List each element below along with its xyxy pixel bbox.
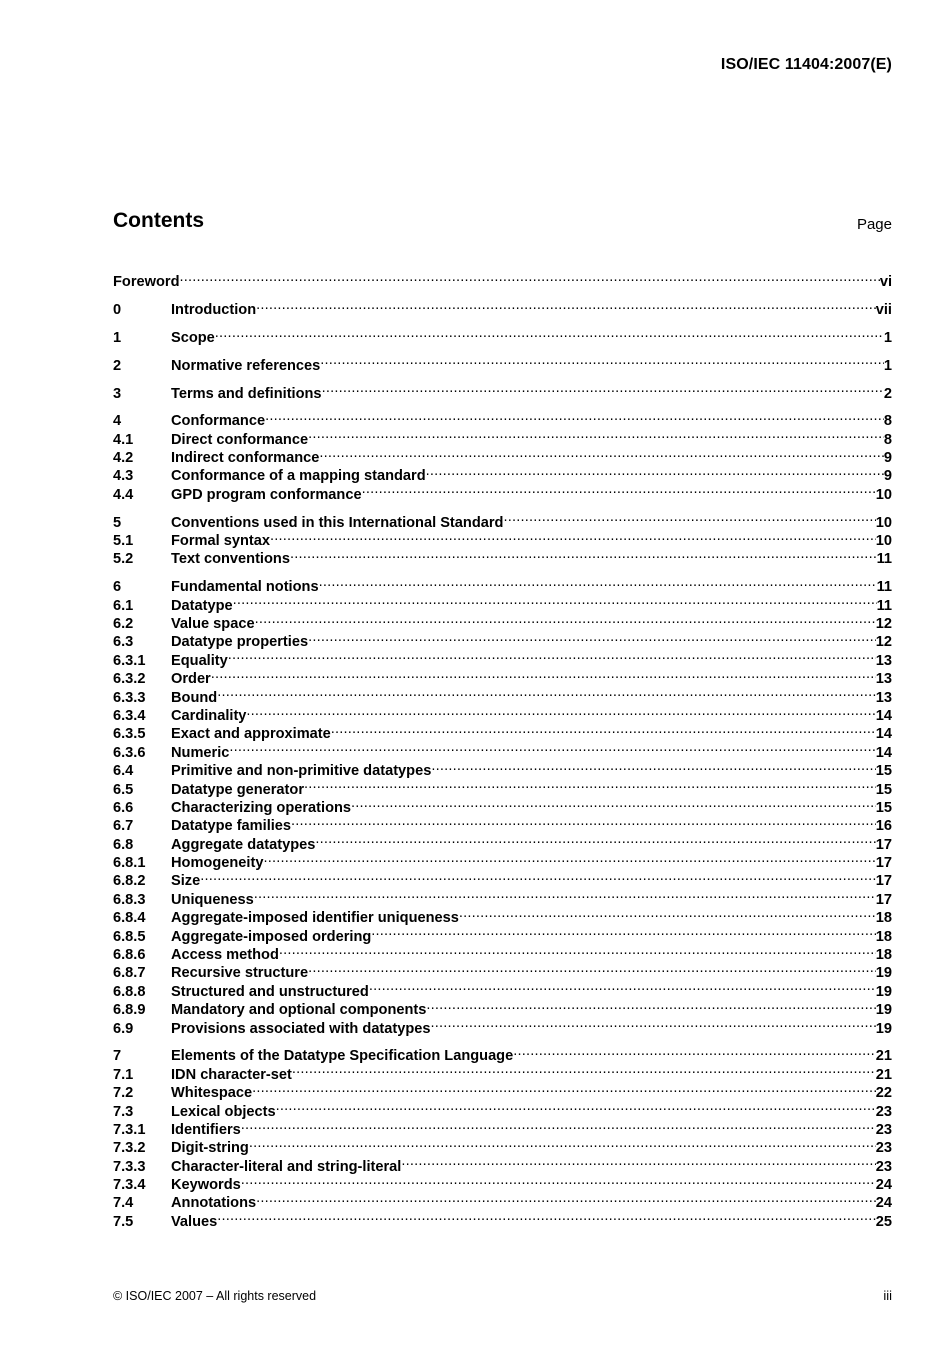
toc-entry-title[interactable]: Recursive structure [171,965,309,982]
toc-entry-page[interactable]: 17 [875,873,892,890]
toc-dot-leader [322,379,884,397]
toc-entry[interactable] [113,296,892,319]
toc-entry-page[interactable]: 23 [875,1121,892,1138]
toc-entry-page[interactable]: 15 [875,763,892,780]
toc-entry-title[interactable]: Aggregate-imposed identifier uniqueness [171,910,459,927]
toc-entry-page[interactable]: 21 [875,1048,892,1065]
toc-entry-number: 6.8.4 [113,910,146,927]
toc-entry-page[interactable]: 19 [875,965,892,982]
toc-dot-leader [426,996,875,1014]
toc-entry-number: 6.8.8 [113,983,146,1000]
toc-dot-leader [503,508,875,526]
toc-entry-title[interactable]: Aggregate datatypes [171,836,316,853]
toc-entry-page[interactable]: 2 [883,385,892,402]
toc-entry-number: 7.2 [113,1085,134,1102]
toc-entry-number: 0 [113,302,122,319]
toc-entry-number: 6.8.5 [113,928,146,945]
toc-entry-number: 7 [113,1048,122,1065]
toc-dot-leader [513,1042,876,1060]
toc-entry-page[interactable]: 23 [875,1103,892,1120]
toc-entry-number: 6.7 [113,818,134,835]
toc-entry[interactable] [113,407,892,430]
toc-entry-page[interactable]: 11 [876,579,892,596]
toc-entry-title[interactable]: Equality [171,652,228,669]
toc-entry-page[interactable]: 23 [875,1158,892,1175]
toc-entry-title[interactable]: Normative references [171,357,321,374]
toc-entry-page[interactable]: 9 [883,450,892,467]
page-number: iii [883,1288,892,1303]
toc-dot-leader [256,1189,876,1207]
toc-dot-leader [241,1116,876,1134]
toc-entry-page[interactable]: 8 [883,413,892,430]
toc-dot-leader [319,444,883,462]
toc-entry[interactable] [113,665,892,688]
toc-entry-title[interactable]: Conventions used in this International Standard [171,514,504,531]
toc-entry-title[interactable]: Aggregate-imposed ordering [171,928,372,945]
toc-dot-leader [246,702,875,720]
toc-entry-page[interactable]: vii [875,302,892,319]
toc-entry-number: 4 [113,413,122,430]
toc-entry-title[interactable]: Direct conformance [171,431,309,448]
table-of-contents [113,268,892,1230]
toc-entry-page[interactable]: 19 [875,1020,892,1037]
toc-entry-page[interactable]: 14 [875,726,892,743]
toc-entry-title[interactable]: Keywords [171,1177,241,1194]
toc-entry-title[interactable]: Whitespace [171,1085,253,1102]
toc-entry-page[interactable]: 10 [875,514,892,531]
toc-dot-leader [252,1079,876,1097]
toc-entry-title[interactable]: Datatype generator [171,781,305,798]
toc-entry-page[interactable]: 1 [883,329,892,346]
toc-dot-leader [362,480,876,498]
toc-entry[interactable] [113,1042,892,1065]
toc-entry-title[interactable]: Cardinality [171,707,247,724]
toc-entry-number: 7.3.1 [113,1121,146,1138]
toc-entry-page[interactable]: 15 [875,781,892,798]
toc-entry-title[interactable]: Value space [171,615,255,632]
toc-entry-page[interactable]: 17 [875,855,892,872]
toc-entry-title[interactable]: Formal syntax [171,533,270,550]
toc-dot-leader [331,720,876,738]
toc-entry-title[interactable]: Values [171,1213,218,1230]
toc-entry-page[interactable]: vi [879,274,892,291]
toc-entry[interactable] [113,351,892,374]
toc-entry-number: 7.3 [113,1103,134,1120]
toc-entry-page[interactable]: 14 [875,707,892,724]
toc-entry-number: 7.3.4 [113,1177,146,1194]
toc-entry-number: 7.4 [113,1195,134,1212]
toc-entry-title[interactable]: Mandatory and optional components [171,1002,427,1019]
toc-entry-title[interactable]: Exact and approximate [171,726,331,743]
toc-dot-leader [431,757,875,775]
toc-entry-page[interactable]: 1 [883,357,892,374]
toc-entry-page[interactable]: 17 [875,836,892,853]
toc-entry-title[interactable]: Datatype families [171,818,292,835]
toc-entry-number: 6.4 [113,763,134,780]
toc-entry[interactable] [113,738,892,761]
toc-entry-title[interactable]: Size [171,873,201,890]
copyright-notice: © ISO/IEC 2007 – All rights reserved [113,1289,317,1303]
toc-entry-title[interactable]: Characterizing operations [171,799,352,816]
toc-entry-title[interactable]: Order [171,671,211,688]
toc-entry[interactable] [113,683,892,706]
toc-entry-title[interactable]: Datatype properties [171,634,309,651]
toc-entry-number: 7.5 [113,1213,134,1230]
toc-entry-title[interactable]: Scope [171,329,215,346]
toc-entry-title[interactable]: Datatype [171,597,233,614]
toc-entry-title[interactable]: Primitive and non-primitive datatypes [171,763,432,780]
toc-entry-number: 6.8.6 [113,947,146,964]
toc-entry-number: 6.8.9 [113,1002,146,1019]
toc-entry[interactable] [113,268,892,291]
toc-entry-title[interactable]: Conformance [171,413,266,430]
toc-entry[interactable] [113,885,892,908]
toc-entry-page[interactable]: 18 [875,910,892,927]
toc-entry-title[interactable]: Bound [171,689,218,706]
toc-entry-page[interactable]: 15 [875,799,892,816]
toc-dot-leader [270,527,876,545]
toc-dot-leader [292,1060,876,1078]
toc-entry-number: 4.3 [113,468,134,485]
toc-entry[interactable] [113,324,892,346]
toc-dot-leader [401,1152,875,1170]
toc-entry-page[interactable]: 12 [875,615,892,632]
toc-entry-page[interactable]: 24 [875,1195,892,1212]
toc-dot-leader [249,1134,876,1152]
toc-dot-leader [308,959,876,977]
toc-entry-title[interactable]: Text conventions [171,551,290,568]
contents-title: Contents [113,209,204,232]
toc-entry-title[interactable]: Provisions associated with datatypes [171,1020,431,1037]
toc-entry-page[interactable]: 11 [876,597,892,614]
toc-entry-title[interactable]: Terms and definitions [171,385,322,402]
toc-dot-leader [431,1014,876,1032]
toc-entry-page[interactable]: 18 [875,928,892,945]
toc-dot-leader [254,885,876,903]
toc-entry-title[interactable]: GPD program conformance [171,486,362,503]
toc-entry-number: 5.1 [113,533,134,550]
toc-entry-page[interactable]: 17 [875,891,892,908]
toc-dot-leader [319,573,877,591]
toc-entry[interactable] [113,646,892,669]
toc-dot-leader [276,1097,876,1115]
toc-entry-page[interactable]: 13 [875,671,892,688]
toc-entry-title[interactable]: Lexical objects [171,1103,276,1120]
toc-entry-page[interactable]: 12 [875,634,892,651]
toc-entry-title[interactable]: Annotations [171,1195,257,1212]
toc-entry[interactable] [113,1207,892,1230]
toc-dot-leader [233,591,877,609]
toc-entry-number: 6.8.1 [113,855,146,872]
toc-dot-leader [459,904,876,922]
toc-entry-number: 6.3.1 [113,652,146,669]
toc-entry-page[interactable]: 24 [875,1177,892,1194]
toc-entry[interactable] [113,702,892,724]
toc-entry-page[interactable]: 21 [875,1066,892,1083]
toc-entry-number: 6.3.6 [113,744,146,761]
toc-entry-page[interactable]: 13 [875,652,892,669]
toc-entry[interactable] [113,757,892,780]
toc-entry-page[interactable]: 16 [875,818,892,835]
toc-dot-leader [241,1171,876,1189]
toc-dot-leader [211,665,876,683]
toc-entry-number: 6.8.7 [113,965,146,982]
toc-dot-leader [371,922,875,940]
toc-entry[interactable] [113,379,892,402]
toc-entry-title[interactable]: Digit-string [171,1140,249,1157]
toc-entry-number: 7.1 [113,1066,134,1083]
toc-dot-leader [315,830,875,848]
toc-entry-number: 7.3.2 [113,1140,146,1157]
toc-entry-number: 6.8.3 [113,891,146,908]
toc-entry-page[interactable]: 10 [875,533,892,550]
toc-dot-leader [426,462,884,480]
toc-dot-leader [256,296,876,314]
toc-entry-page[interactable]: 14 [875,744,892,761]
toc-entry-page[interactable]: 19 [875,1002,892,1019]
toc-entry-number: 4.1 [113,431,134,448]
toc-entry-number: 4.2 [113,450,134,467]
toc-dot-leader [265,407,884,425]
toc-entry-title[interactable]: Fundamental notions [171,579,319,596]
toc-entry-number: 6 [113,579,122,596]
toc-entry-number: 6.3.3 [113,689,146,706]
toc-entry-title[interactable]: Homogeneity [171,855,264,872]
toc-entry-number: 6.5 [113,781,134,798]
toc-entry-number: 6.6 [113,799,134,816]
toc-dot-leader [217,1207,876,1225]
toc-dot-leader [279,941,876,959]
toc-entry-title[interactable]: Introduction [171,302,257,319]
toc-entry-number: 6.2 [113,615,134,632]
toc-dot-leader [200,867,876,885]
toc-entry-title[interactable]: IDN character-set [171,1066,292,1083]
page-column-label: Page [856,216,892,233]
toc-entry-number: 6.3.2 [113,671,146,688]
toc-entry-page[interactable]: 23 [875,1140,892,1157]
toc-entry-number: 3 [113,385,122,402]
toc-entry-title[interactable]: Access method [171,947,279,964]
toc-dot-leader [217,683,876,701]
toc-dot-leader [308,628,876,646]
toc-entry-number: 4.4 [113,486,134,503]
toc-dot-leader [179,268,879,286]
toc-entry-title[interactable]: Foreword [113,274,180,291]
toc-dot-leader [229,738,875,756]
toc-entry-page[interactable]: 9 [883,468,892,485]
toc-dot-leader [369,977,876,995]
toc-entry-page[interactable]: 25 [875,1213,892,1230]
toc-entry-title[interactable]: Indirect conformance [171,450,320,467]
toc-entry-title[interactable]: Structured and unstructured [171,983,369,1000]
toc-entry-page[interactable]: 10 [875,486,892,503]
toc-entry-title[interactable]: Elements of the Datatype Specification Language [171,1048,514,1065]
toc-entry-page[interactable]: 22 [875,1085,892,1102]
toc-entry-title[interactable]: Character-literal and string-literal [171,1158,402,1175]
toc-entry[interactable] [113,573,892,596]
toc-entry-title[interactable]: Numeric [171,744,230,761]
toc-entry-number: 6.3.4 [113,707,146,724]
toc-dot-leader [290,545,877,563]
toc-dot-leader [351,794,876,812]
toc-dot-leader [255,610,876,628]
toc-entry-page[interactable]: 8 [883,431,892,448]
toc-entry-number: 6.1 [113,597,134,614]
document-id: ISO/IEC 11404:2007(E) [720,56,892,73]
toc-dot-leader [215,324,884,342]
toc-entry[interactable] [113,508,892,531]
toc-dot-leader [263,849,875,867]
toc-entry-number: 6.3.5 [113,726,146,743]
toc-entry-number: 6.9 [113,1020,134,1037]
toc-entry-number: 5.2 [113,551,134,568]
toc-dot-leader [308,425,884,443]
toc-entry-number: 5 [113,514,122,531]
toc-entry-number: 6.3 [113,634,134,651]
toc-entry-title[interactable]: Identifiers [171,1121,241,1138]
toc-entry[interactable] [113,867,892,890]
toc-entry-page[interactable]: 13 [875,689,892,706]
toc-entry-number: 2 [113,357,122,374]
toc-entry-page[interactable]: 18 [875,947,892,964]
toc-entry-page[interactable]: 19 [875,983,892,1000]
toc-entry-page[interactable]: 11 [876,551,892,568]
toc-entry-number: 6.8.2 [113,873,146,890]
toc-entry-title[interactable]: Uniqueness [171,891,254,908]
toc-dot-leader [304,775,876,793]
toc-entry-number: 7.3.3 [113,1158,146,1175]
toc-entry-number: 1 [113,329,122,346]
toc-dot-leader [291,812,876,830]
toc-dot-leader [228,646,876,664]
toc-entry-title[interactable]: Conformance of a mapping standard [171,468,426,485]
toc-entry-number: 6.8 [113,836,134,853]
toc-dot-leader [320,351,884,369]
